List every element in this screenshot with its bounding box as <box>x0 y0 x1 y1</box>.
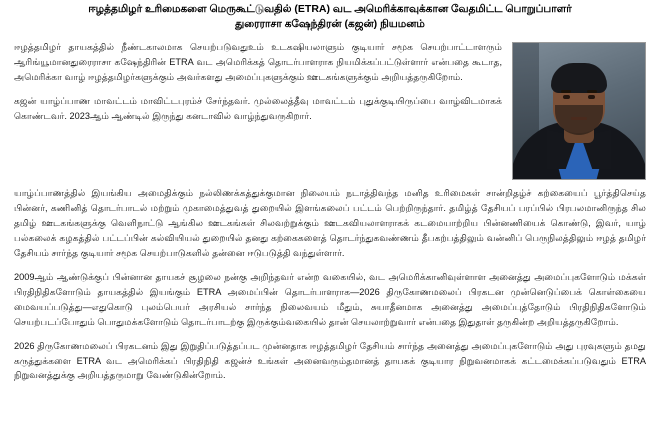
photo-eyebrow-left <box>561 90 571 93</box>
photo-mouth <box>571 117 587 120</box>
photo-hair <box>551 63 607 93</box>
paragraph-5: 2026 திருகோணமலைப் பிரகடனம் இது இறுதிப்படுத்தப்பட முன்னதாக ஈழத்தமிழர் தேசியம் சார்ந்த அனைத்து அமைப்புகளோடும் அது புரவுகளும் தமது கருத்துக்களை ETRA வட அமெரிக்கப் பிரதிநிதி கஜன்ச் உங்கள் அனைவரும்தமானத் தாயகக் குடியார நிறுவனமாகக் கட்டமைக்கப்படுவதும் ETRA நிறுவனத்துக்கு அறியத்தருமாறு வேண்டுகின்றோம். <box>14 340 646 381</box>
page-title <box>14 2 646 32</box>
paragraph-1: ஈழத்தமிழர் தாயகத்தில் நீண்டகாலமாக செயற்படுவதுஉம் உடகஷியலாளும் குடியார் சமூக செயற்பாட்டாளரும் ஆரிங்யூமானதுரைராசா கஷேந்திரின் ETRA வட அமெரிக்கத் தொடர்பாளராக நியமிக்கப்பட்டுள்ளார் என்பதை கூடாத, அமெரிக்கா வாழ் ஈழத்தமிழர்களுக்கும் அவர்களது அமைப்புகளுக்கும் ஊடகங்களுக்கும் அறியத்தருகிறோம். <box>14 42 502 83</box>
portrait-photo <box>512 42 646 180</box>
page-title-line-1: ஈழத்தமிழர் உரிமைகளை மெருகூட்டுவதில் (ETRA) வட அமெரிக்காவுக்கான வேதமிட்ட பொறுப்பாளர் <box>88 3 572 15</box>
page-title-line-2: துரைராசா கஷேந்திரன் (கஜன்) நியமனம் <box>235 18 425 31</box>
paragraph-3: யாழ்ப்பாணத்தில் இயங்கிய அமைதிக்கும் நல்லிணக்கத்துக்குமான நிலையம் நடாத்திவந்த மனித உரிமைகள் சான்றிதழ்ச் கற்கையைப் பூர்த்திசெய்த பின்னர், கணினித் தொடர்பாடல் மற்றும் முகாமைத்துவத் துறையில் இளங்கலைப் பட்டம் பெற்றிருந்தார். தமிழ்த் தேசியப் பரப்பில் பிரபலமானிருந்த சில தமிழ் ஊடகங்களுக்கு வெளிநாட்டு ஆங்கில ஊடகங்கள் சிலவற்றுக்கும் ஊடகவியலாளராகக் கடமையாற்றிய பின்னணியைக் கொண்டு, இவர், யாழ் பல்கலைக் கழகத்தில் பட்டப்பின் கல்வியியல் துறையில் தனது கற்கைகளைத் தொடர்ந்துகவண்ணம் தீபகற்பத்திலும் வன்னிப் பெருநிலத்திலும் ஈழத் தமிழர் தேசியம் சார்ந்த குடியார் சமூக செயற்பாடுகளில் தன்னை ஈடுபடுத்தி வந்துள்ளார். <box>14 188 646 259</box>
paragraph-2: கஜன் யாழ்ப்பாண மாவட்டம் மாவிட்டபுரம்ச் சேர்ந்தவர். முல்லைத்தீவு மாவட்டம் புதுக்குடியிருப்பை வாழ்விடமாகக் கொண்டவர். 2023ஆம் ஆண்டில் இருந்து கனடாவில் வாழ்ந்துவருகிறார். <box>14 96 502 122</box>
paragraph-4: 2009ஆம் ஆண்டுக்குப் பின்னான தாயகச் சூழலை நன்கு அறிந்தவர் என்ற வகையில், வட அமெரிக்கானிவுள்ளாள அனைத்து அமைப்புகளோடும் மக்கள் பிரதிநிதிகளோடும் தாயகத்தில் இயங்கும் ETRA அமைப்பின் தொடர்பாளராக—2026 திருகோணமலைப் பிரகடன முன்னெடுப்பைக் கொள்கையை மைவயப்படுத்து—எதுகொடு புலம்பெயர் அரசியல் சார்ந்த நிலைவயம் மீதும், சுயாதீனமாக அனைத்து அமைப்புத்தோடும் பிரதிநிதிகளோடும் செயற்படப்போதும் பொதுமக்களோடும் தொடர்பாடற்கு இருக்கும்வகையில் தான் செயலாற்றுவார் என்பதை இதுதாள் தருகின்ற அறியத்தருகிறோம். <box>14 271 646 327</box>
photo-eyebrow-right <box>587 90 597 93</box>
